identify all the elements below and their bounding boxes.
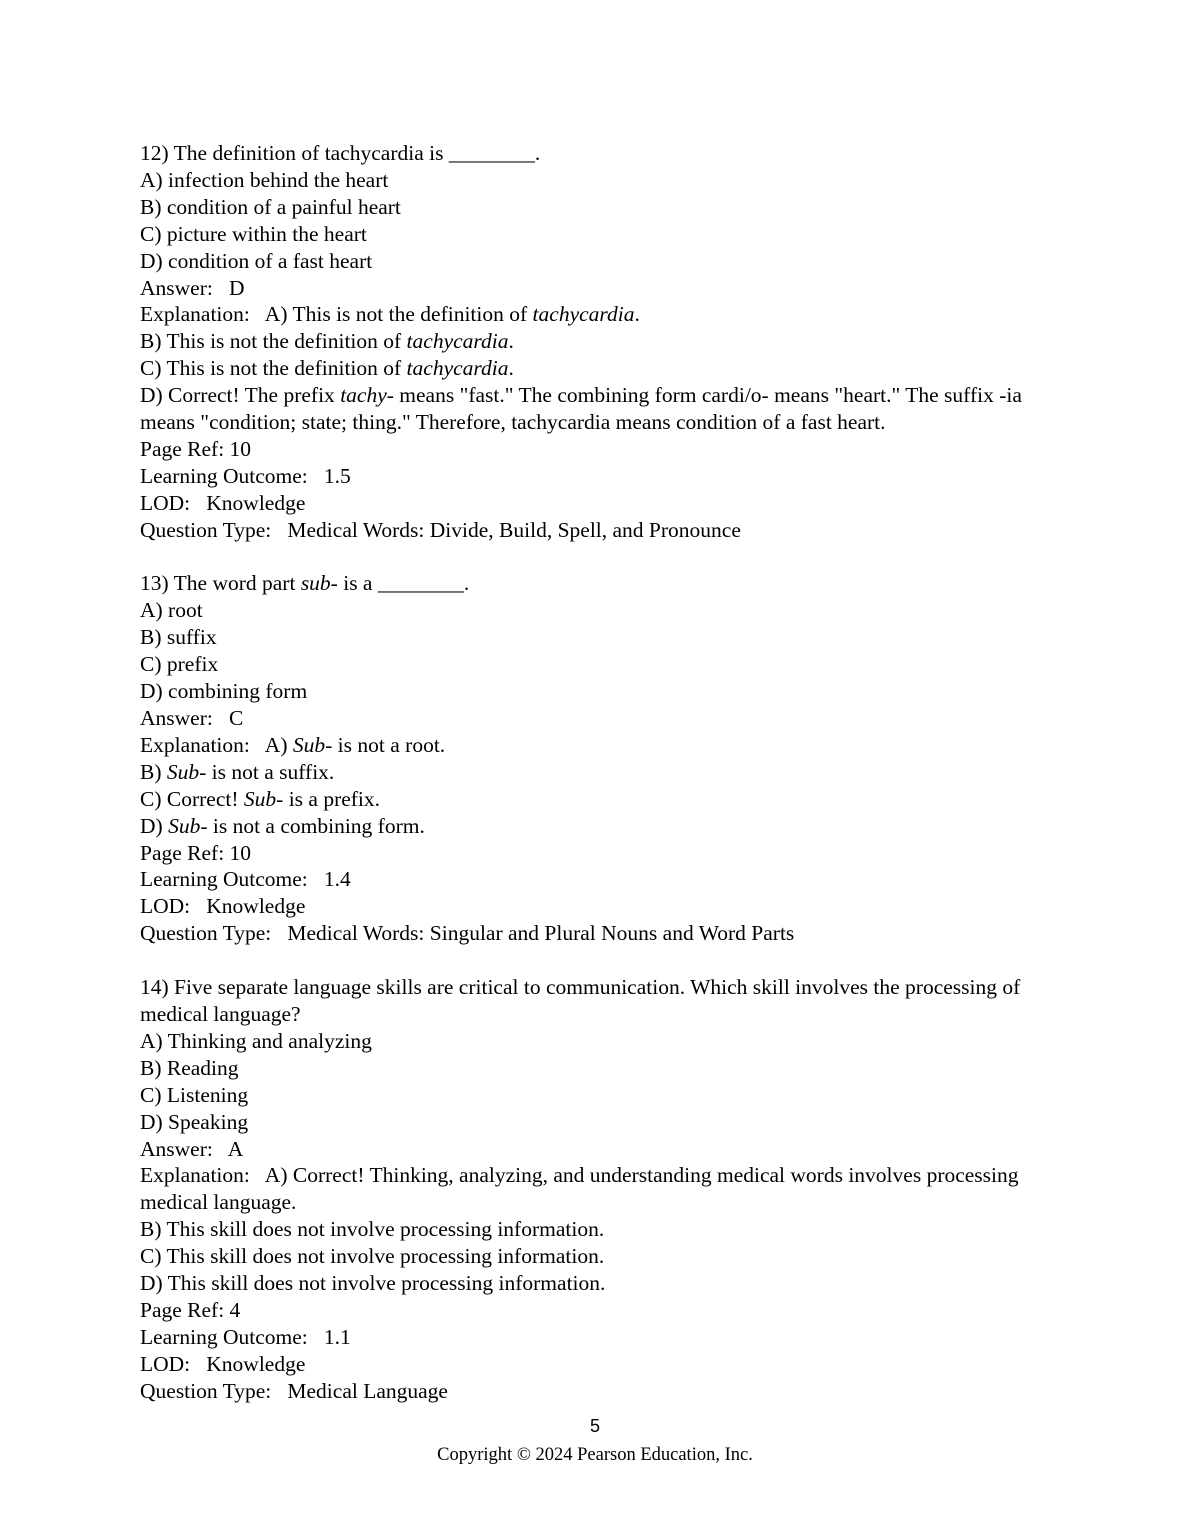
option-c: C) Listening [140, 1082, 249, 1107]
learning-outcome: Learning Outcome: 1.5 [140, 463, 351, 488]
option-c: C) picture within the heart [140, 221, 367, 246]
question-14 [140, 974, 1060, 1405]
question-12 [140, 140, 1060, 544]
explanation-a: Explanation: A) This is not the definition of tachycardia. [140, 302, 640, 327]
explanation-d: D) This skill does not involve processing information. [140, 1271, 606, 1296]
learning-outcome: Learning Outcome: 1.1 [140, 1324, 351, 1349]
option-d: D) condition of a fast heart [140, 248, 373, 273]
document-body [140, 140, 1060, 1405]
explanation-d: D) Correct! The prefix tachy- means "fast." The combining form cardi/o- means "heart." The suffix -ia means "condition; state; thing." Therefore, tachycardia means condition of a fast heart. [140, 383, 1028, 435]
explanation-c: C) Correct! Sub- is a prefix. [140, 786, 381, 811]
page-number: 5 [589, 1416, 600, 1436]
option-a: A) infection behind the heart [140, 167, 389, 192]
explanation-a: Explanation: A) Correct! Thinking, analyzing, and understanding medical words involves processing medical language. [140, 1163, 1024, 1215]
question-type: Question Type: Medical Language [140, 1378, 448, 1403]
page-ref: Page Ref: 10 [140, 436, 252, 461]
question-type: Question Type: Medical Words: Singular and Plural Nouns and Word Parts [140, 921, 795, 946]
page-ref: Page Ref: 10 [140, 840, 252, 865]
answer: Answer: C [140, 706, 244, 731]
page-ref: Page Ref: 4 [140, 1297, 241, 1322]
explanation-b: B) This is not the definition of tachycardia. [140, 329, 514, 354]
option-c: C) prefix [140, 652, 219, 677]
question-type: Question Type: Medical Words: Divide, Build, Spell, and Pronounce [140, 517, 741, 542]
option-d: D) Speaking [140, 1109, 249, 1134]
option-b: B) condition of a painful heart [140, 194, 401, 219]
option-d: D) combining form [140, 679, 308, 704]
spacer [140, 947, 1060, 974]
lod: LOD: Knowledge [140, 490, 306, 515]
explanation-a: Explanation: A) Sub- is not a root. [140, 732, 446, 757]
learning-outcome: Learning Outcome: 1.4 [140, 867, 351, 892]
option-a: A) root [140, 598, 203, 623]
lod: LOD: Knowledge [140, 1351, 306, 1376]
question-stem: 13) The word part sub- is a ________. [140, 571, 470, 596]
question-stem: 12) The definition of tachycardia is ________. [140, 141, 541, 165]
question-stem: 14) Five separate language skills are critical to communication. Which skill involves the processing of medical language? [140, 975, 1026, 1026]
explanation-d: D) Sub- is not a combining form. [140, 813, 425, 838]
option-b: B) suffix [140, 625, 217, 650]
explanation-b: B) This skill does not involve processing information. [140, 1217, 605, 1242]
spacer [140, 544, 1060, 571]
explanation-c: C) This skill does not involve processing information. [140, 1244, 605, 1269]
option-a: A) Thinking and analyzing [140, 1028, 372, 1053]
explanation-b: B) Sub- is not a suffix. [140, 759, 335, 784]
answer: Answer: D [140, 275, 245, 300]
answer: Answer: A [140, 1136, 244, 1161]
option-b: B) Reading [140, 1055, 239, 1080]
copyright-notice: Copyright © 2024 Pearson Education, Inc. [437, 1445, 753, 1465]
question-13 [140, 570, 1060, 947]
lod: LOD: Knowledge [140, 894, 306, 919]
explanation-c: C) This is not the definition of tachycardia. [140, 356, 514, 381]
